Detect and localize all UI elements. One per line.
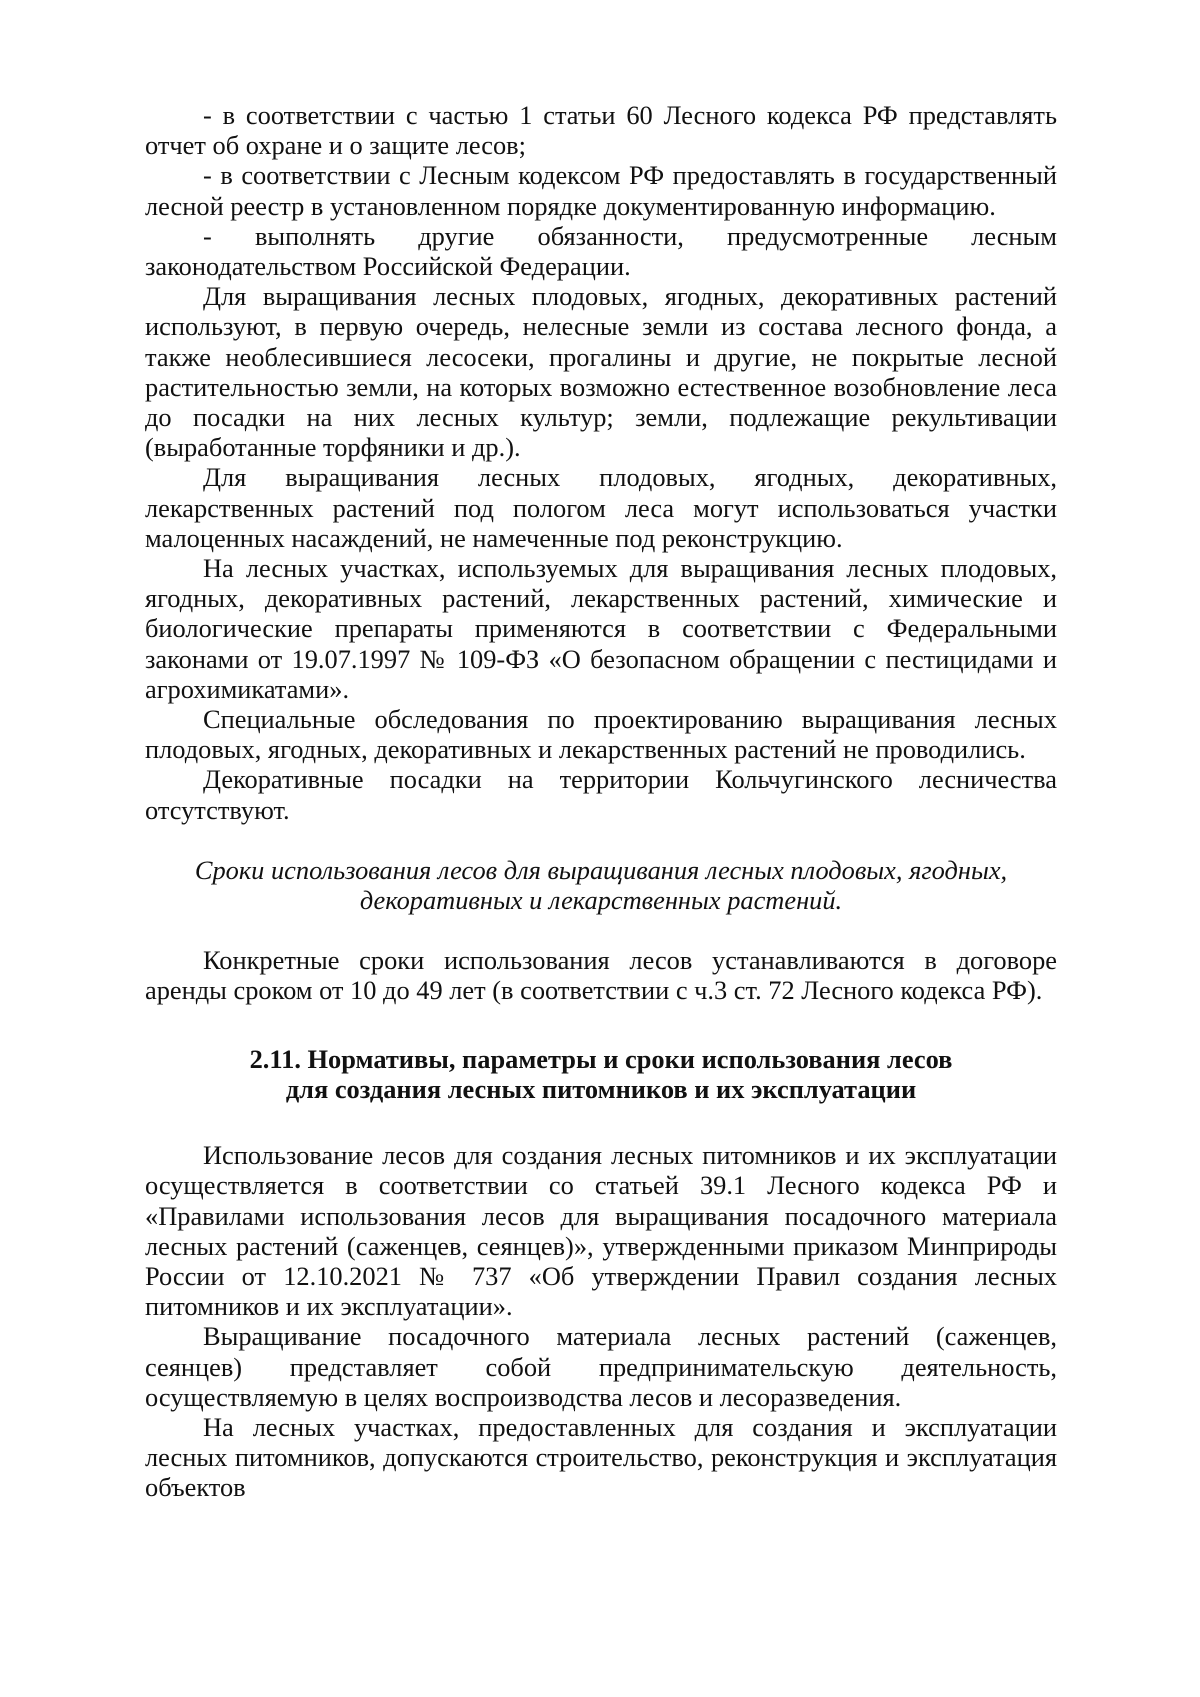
paragraph-special-surveys: Специальные обследования по проектированию выращивания лесных плодовых, ягодных, декоративных и лекарственных растений не проводились. — [145, 704, 1057, 765]
italic-subheading-line1: Сроки использования лесов для выращивания лесных плодовых, ягодных, — [194, 854, 1008, 885]
paragraph-obligation-registry: - в соответствии с Лесным кодексом РФ предоставлять в государственный лесной реестр в установленном порядке документированную информацию. — [145, 160, 1057, 221]
section-heading-line2: для создания лесных питомников и их эксплуатации — [285, 1073, 917, 1104]
paragraph-planting-material: Выращивание посадочного материала лесных растений (саженцев, сеянцев) представляет собой предпринимательскую деятельность, осуществляемую в целях воспроизводства лесов и лесоразведения. — [145, 1321, 1057, 1412]
paragraph-nursery-construction: На лесных участках, предоставленных для создания и эксплуатации лесных питомников, допускаются строительство, реконструкция и эксплуатация объектов — [145, 1411, 1057, 1503]
paragraph-lease-terms: Конкретные сроки использования лесов устанавливаются в договоре аренды сроком от 10 до 49 лет (в соответствии с ч.3 ст. 72 Лесного кодекса РФ). — [145, 945, 1057, 1006]
paragraph-obligation-other: - выполнять другие обязанности, предусмотренные лесным законодательством Российской Федерации. — [145, 220, 1057, 282]
document-page — [145, 100, 1057, 1503]
section-heading — [145, 1044, 1057, 1104]
italic-subheading — [145, 855, 1057, 915]
paragraph-nursery-use: Использование лесов для создания лесных питомников и их эксплуатации осуществляется в соответствии со статьей 39.1 Лесного кодекса РФ и «Правилами использования лесов для выращивания посадочного материала лесных растений (саженцев, сеянцев)», утвержденными приказом Минприроды России от 12.10.2021 № 737 «Об утверждении Правил создания лесных питомников и их эксплуатации». — [145, 1140, 1057, 1322]
paragraph-decorative-plantings: Декоративные посадки на территории Кольчугинского лесничества отсутствуют. — [145, 764, 1057, 825]
paragraph-chemical-preparations: На лесных участках, используемых для выращивания лесных плодовых, ягодных, декоративных растений, лекарственных растений, химические и биологические препараты применяются в соответствии с Федеральными законами от 19.07.1997 № 109-ФЗ «О безопасном обращении с пестицидами и агрохимикатами». — [145, 553, 1057, 704]
paragraph-lands-for-growing: Для выращивания лесных плодовых, ягодных, декоративных растений используют, в первую очередь, нелесные земли из состава лесного фонда, а также необлесившиеся лесосеки, прогалины и другие, не покрытые лесной растительностью земли, на которых возможно естественное возобновление леса до посадки на них лесных культур; земли, подлежащие рекультивации (выработанные торфяники и др.). — [145, 281, 1057, 463]
paragraph-obligation-report: - в соответствии с частью 1 статьи 60 Лесного кодекса РФ представлять отчет об охране и о защите лесов; — [145, 100, 1057, 161]
section-heading-line1: 2.11. Нормативы, параметры и сроки использования лесов — [249, 1043, 953, 1074]
paragraph-under-forest-canopy: Для выращивания лесных плодовых, ягодных, декоративных, лекарственных растений под пологом леса могут использоваться участки малоценных насаждений, не намеченные под реконструкцию. — [145, 462, 1057, 553]
italic-subheading-line2: декоративных и лекарственных растений. — [359, 885, 843, 916]
